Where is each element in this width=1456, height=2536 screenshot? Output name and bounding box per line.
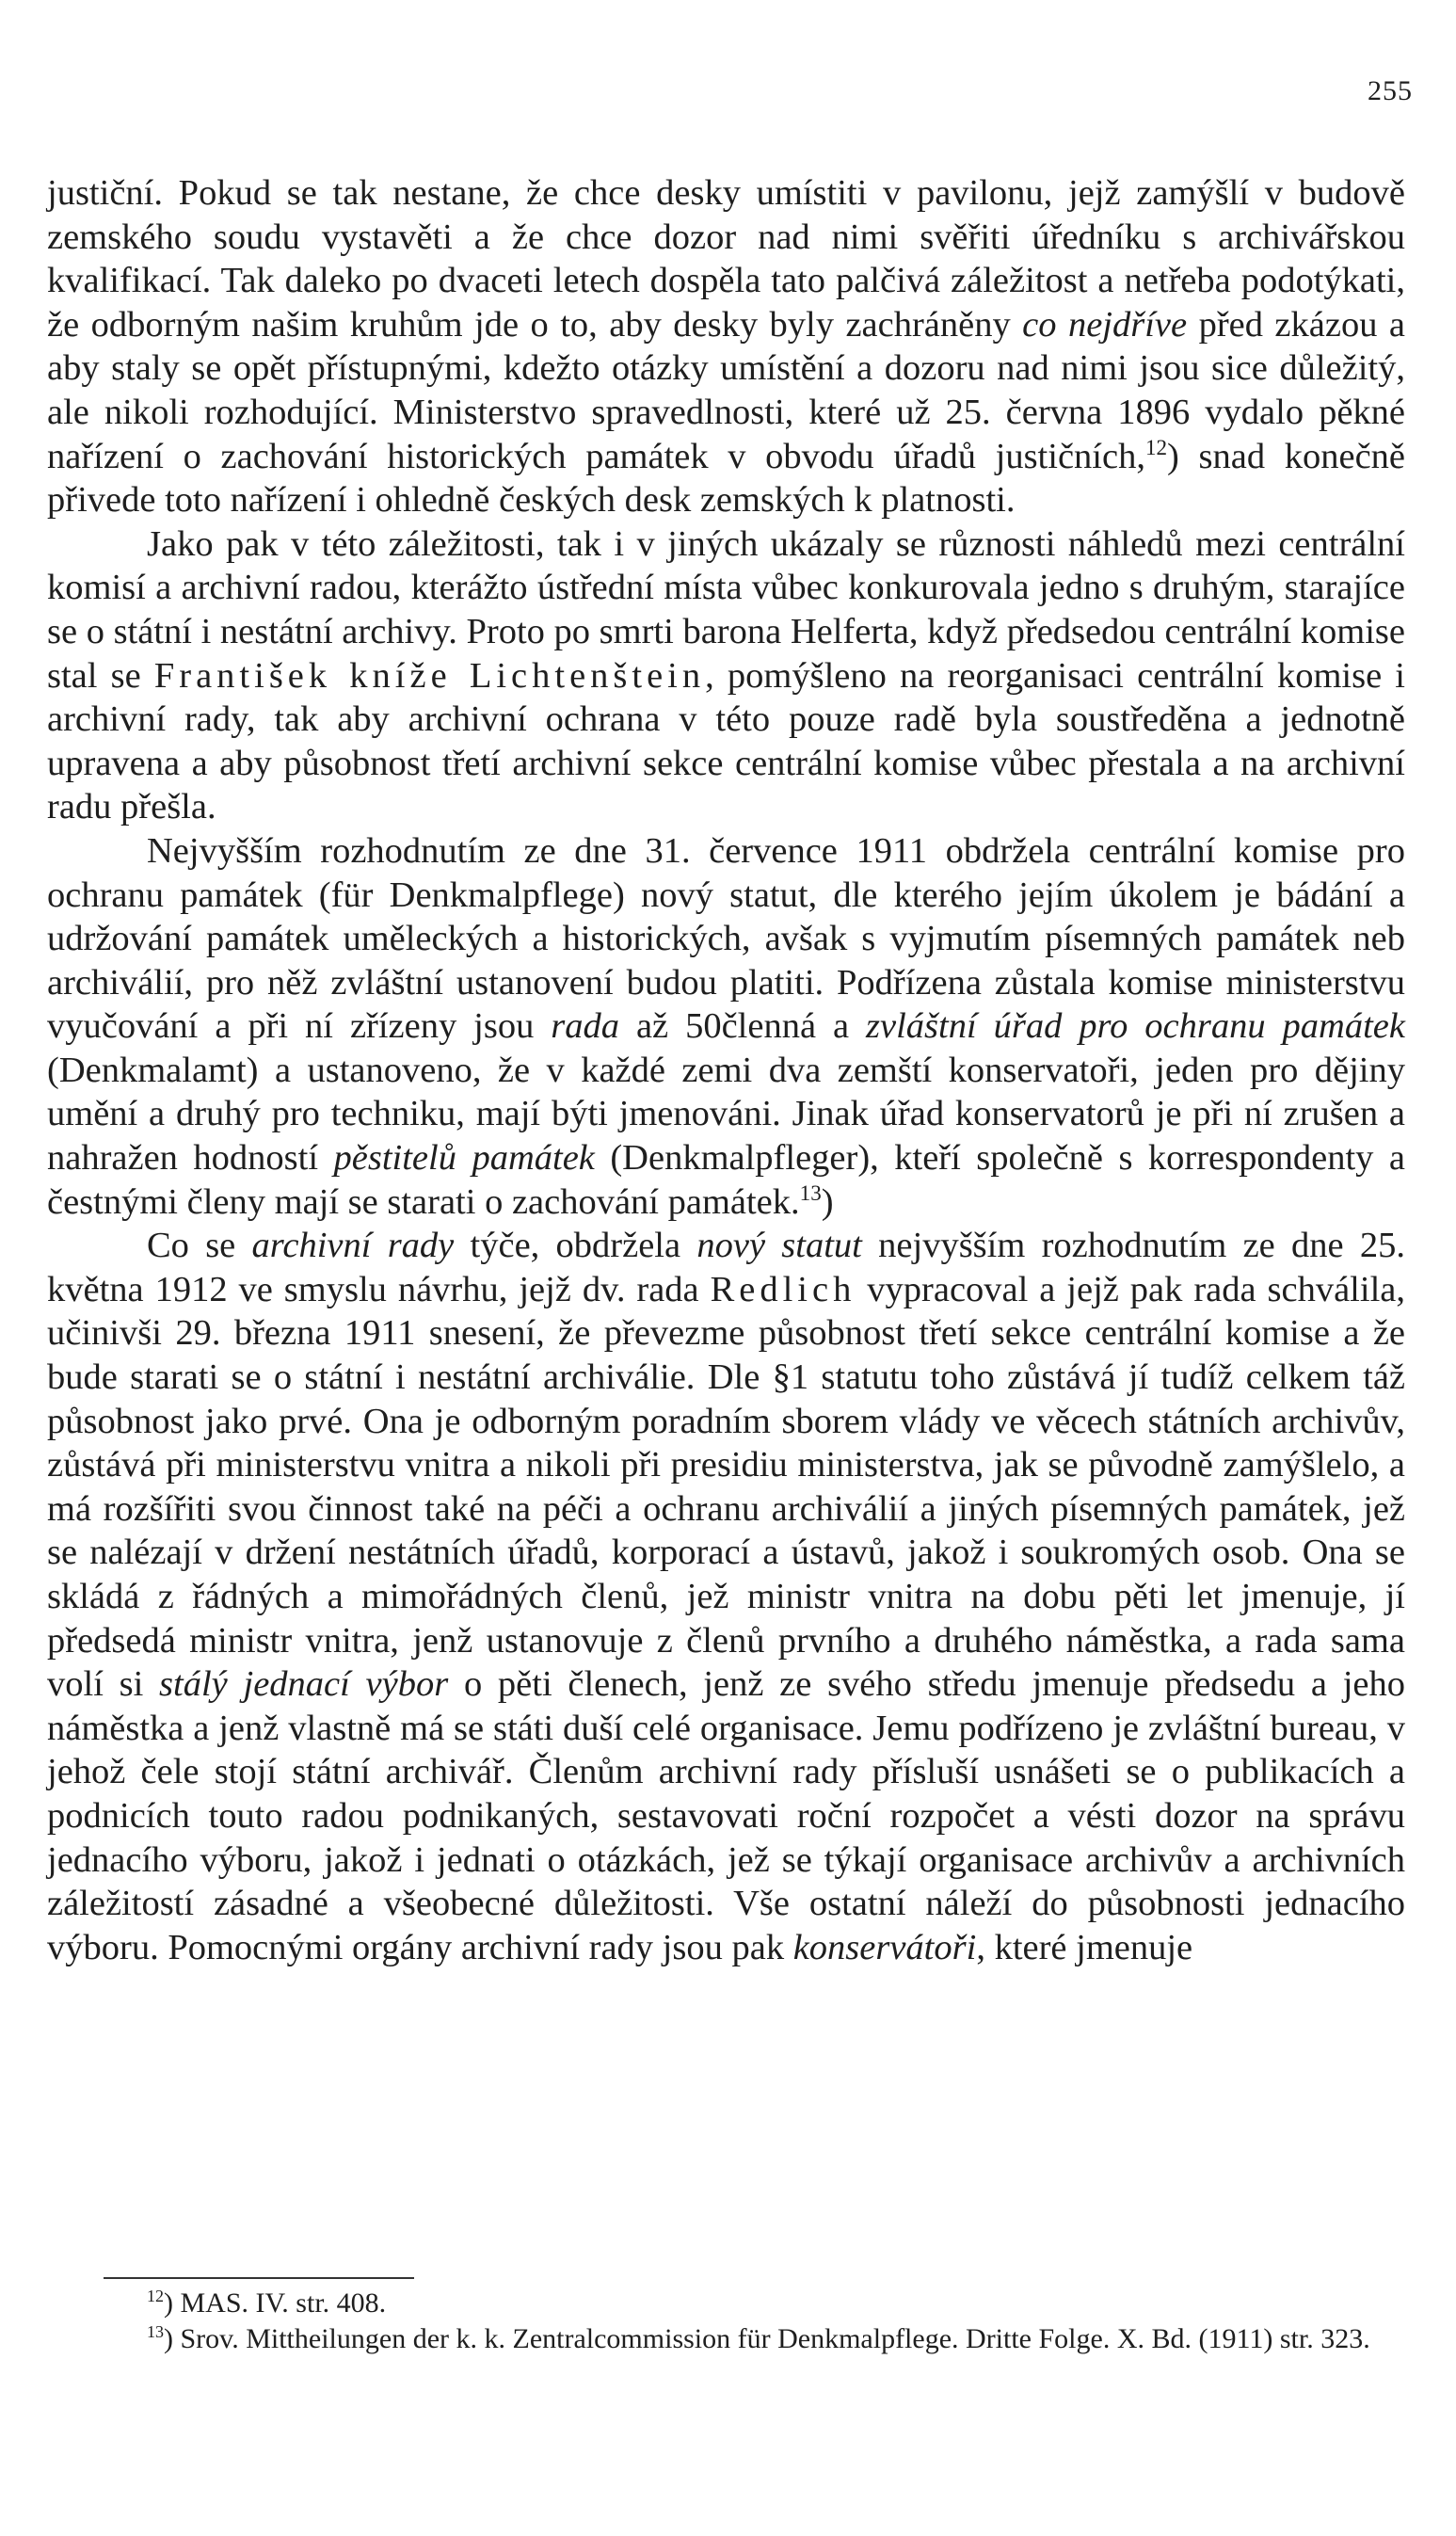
text-segment: ): [821, 1181, 834, 1222]
text-segment: stálý jednací výbor: [159, 1664, 449, 1705]
text-segment: Jako pak v této záležitosti, tak i v jiných ukázaly se různosti náhledů mezi centrální komisí a archivní radou, kterážto ústřední místa vůbec konkurovala jedno s druhým, starajíce se o státní i nestátní archivy. Proto po smrti barona Helferta, když předsedou centrální komise stal se: [47, 523, 1405, 696]
text-segment: , pomýšleno na reorganisaci centrální komise i archivní rady, tak aby archivní ochrana v této pouze radě byla soustředěna a jednotně upravena a aby působnost třetí archivní sekce centrální komise vůbec přestala a na archivní radu přešla.: [47, 655, 1406, 827]
footnote-mark: 13: [147, 2322, 164, 2341]
text-segment: o pěti členech, jenž ze svého středu jmenuje předsedu a jeho náměstka a jenž vlastně má se státi duší celé organisace. Jemu podřízeno je zvláštní bureau, v jehož čele stojí státní archivář. Členům archivní rady přísluší usnášeti se o publikacích a podnicích touto radou podnikaných, sestavovati roční rozpočet a vésti dozor na správu jednacího výboru, jakož i jednati o otázkách, jež se týkají organisace archivův a archivních záležitostí zásadné a všeobecné důležitosti. Vše ostatní náleží do působnosti jednacího výboru. Pomocnými orgány archivní rady jsou pak: [47, 1664, 1406, 1967]
paragraph: [47, 522, 1405, 829]
text-segment: před zkázou a aby staly se opět přístupnými, kdežto otázky umístění a dozoru nad nimi jsou sice důležitý, ale nikoli rozhodující. Ministerstvo spravedlnosti, které už 25. června 1896 vydalo pěkné nařízení o zachování historických památek v obvodu úřadů justičních,: [47, 304, 1405, 476]
text-segment: (Denkmalpfleger), kteří společně s korrespondenty a čestnými členy mají se starati o zachování památek.: [47, 1138, 1405, 1222]
text-segment: Redlich: [710, 1269, 856, 1309]
footnote-divider: [104, 2277, 414, 2279]
text-segment: nejvyšším rozhodnutím ze dne 25. května 1912 ve smyslu návrhu, jejž dv. rada: [47, 1226, 1406, 1309]
footnote: [47, 2321, 1405, 2357]
text-segment: nový statut: [696, 1226, 862, 1266]
text-segment: (Denkmalamt) a ustanoveno, že v každé zemi dva zemští konservatoři, jeden pro dějiny umění a druhý pro techniku, mají býti jmenováni. Jinak úřad konservatorů je při ní zrušen a nahražen hodností: [47, 1050, 1405, 1179]
paragraph: [47, 171, 1405, 522]
text-segment: ) snad konečně přivede toto nařízení i ohledně českých desk zemských k platnosti.: [47, 436, 1406, 521]
footnote-ref: 12: [1144, 434, 1168, 459]
text-segment: pěstitelů památek: [333, 1138, 595, 1179]
footnote-text: ) MAS. IV. str. 408.: [164, 2287, 387, 2319]
text-segment: konservátoři: [792, 1927, 977, 1967]
text-segment: zvláštní úřad pro ochranu památek: [866, 1006, 1405, 1047]
footnote-ref: 13: [799, 1180, 822, 1205]
text-segment: archivní rady: [251, 1226, 455, 1266]
footnotes: [47, 2286, 1405, 2357]
main-text: [47, 171, 1405, 1969]
text-segment: justiční. Pokud se tak nestane, že chce desky umístiti v pavilonu, jejž zamýšlí v budově zemského soudu vystavěti a že chce dozor nad nimi svěřiti úředníku s archivářskou kvalifikací. Tak daleko po dvaceti letech dospěla tato palčivá záležitost a netřeba podotýkati, že odborným našim kruhům jde o to, aby desky byly zachráněny: [47, 173, 1405, 345]
paragraph: [47, 829, 1405, 1224]
text-segment: až 50členná a: [619, 1006, 867, 1047]
text-segment: rada: [551, 1006, 620, 1047]
text-segment: Co se: [147, 1226, 252, 1266]
footnote-mark: 12: [147, 2287, 164, 2305]
paragraph: [47, 1224, 1405, 1969]
text-segment: František kníže Lichtenštein: [153, 655, 706, 696]
footnote: [47, 2286, 1405, 2321]
text-segment: , které jmenuje: [976, 1927, 1193, 1967]
footnote-text: ) Srov. Mittheilungen der k. k. Zentralcommission für Denkmalpflege. Dritte Folge. X. Bd. (1911) str. 323.: [164, 2323, 1370, 2354]
text-segment: vypracoval a jejž pak rada schválila, učinivši 29. března 1911 snesení, že převezme působnost třetí sekce centrální komise a že bude starati se o státní i nestátní archiválie. Dle §1 statutu toho zůstává jí tudíž celkem táž působnost jako prvé. Ona je odborným poradním sborem vlády ve věcech státních archivův, zůstává při ministerstvu vnitra a nikoli při presidiu ministerstva, jak se původně zamýšlelo, a má rozšířiti svou činnost také na péči a ochranu archiválií a jiných písemných památek, jež se nalézají v držení nestátních úřadů, korporací a ústavů, jakož i soukromých osob. Ona se skládá z řádných a mimořádných členů, jež ministr vnitra na dobu pěti let jmenuje, jí předsedá ministr vnitra, jenž ustanovuje z členů prvního a druhého náměstka, a rada sama volí si: [47, 1269, 1405, 1705]
page-number: 255: [1368, 75, 1413, 106]
text-segment: co nejdříve: [1022, 304, 1188, 345]
text-segment: Nejvyšším rozhodnutím ze dne 31. července 1911 obdržela centrální komise pro ochranu památek (für Denkmalpflege) nový statut, dle kterého jejím úkolem je bádání a udržování památek uměleckých a historických, avšak s vyjmutím písemných památek neb archiválií, pro něž zvláštní ustanovení budou platiti. Podřízena zůstala komise ministerstvu vyučování a při ní zřízeny jsou: [47, 830, 1405, 1047]
text-segment: týče, obdržela: [454, 1226, 697, 1266]
